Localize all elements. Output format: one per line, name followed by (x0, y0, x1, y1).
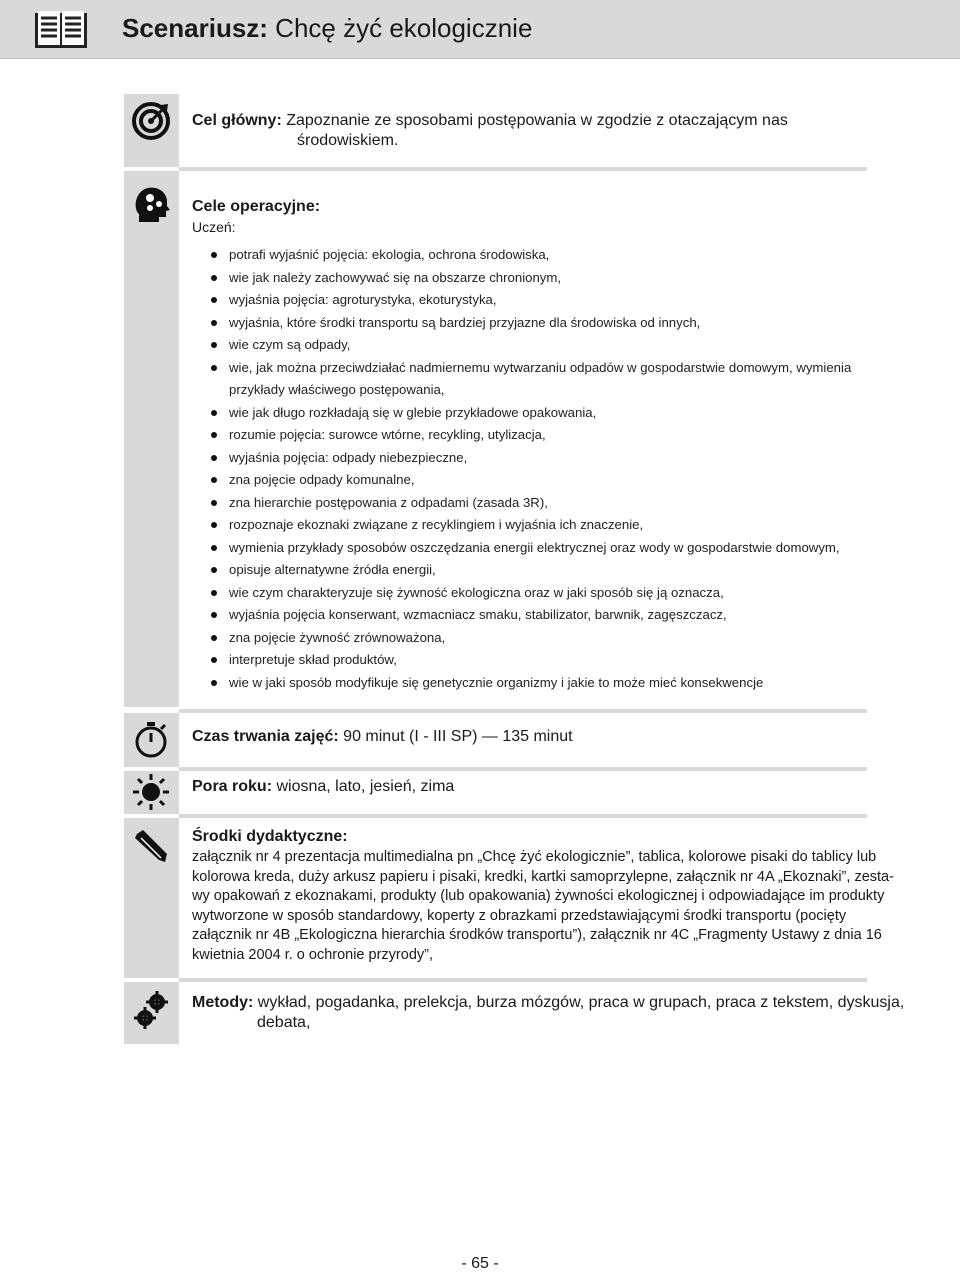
materials-text (192, 848, 894, 965)
list-item: opisuje alternatywne źródła energii, (192, 559, 851, 582)
materials-line: kwietnia 2004 r. o ochronie przyrody”, (192, 946, 433, 963)
list-item: rozpoznaje ekoznaki związane z recyklingiem i wyjaśnia ich znaczenie, (192, 514, 851, 537)
section-divider (179, 709, 867, 713)
operational-goals-list (192, 244, 851, 694)
section-divider (179, 814, 867, 818)
materials-line: załącznik nr 4B „Ekologiczna hierarchia środków transportu”), załącznik nr 4C „Fragmenty Ustawy z dnia 16 (192, 927, 882, 943)
page-title: Scenariusz: Chcę żyć ekologicznie (122, 13, 533, 43)
page-number: - 65 - (461, 1255, 499, 1272)
duration: Czas trwania zajęć: 90 minut (I - III SP) — 135 minut (192, 728, 573, 745)
methods-continuation: debata, (257, 1014, 311, 1031)
materials-line: wy opakowań z ekoznakami, produkty (lub opakowania) żywności ekologicznej i odpowiadające im produkty (192, 888, 885, 904)
list-item: wyjaśnia pojęcia: odpady niebezpieczne, (192, 447, 851, 470)
list-item: potrafi wyjaśnić pojęcia: ekologia, ochrona środowiska, (192, 244, 851, 267)
list-item: wie, jak można przeciwdziałać nadmiernemu wytwarzaniu odpadów w gospodarstwie domowym, wymienia (192, 357, 851, 380)
operational-goals-heading: Cele operacyjne: (192, 198, 321, 215)
sun-icon (131, 772, 171, 812)
list-item: wyjaśnia pojęcia konserwant, wzmacniacz smaku, stabilizator, barwnik, zagęszczacz, (192, 604, 851, 627)
operational-goals-subject: Uczeń: (192, 219, 236, 235)
materials-heading: Środki dydaktyczne: (192, 828, 348, 845)
head-gears-icon (131, 184, 171, 224)
page-header (0, 0, 960, 59)
list-item: wie jak długo rozkładają się w glebie przykładowe opakowania, (192, 402, 851, 425)
materials-line: załącznik nr 4 prezentacja multimedialna pn „Chcę żyć ekologicznie”, tablica, kolorowe pisaki do tablicy lub (192, 849, 877, 865)
list-item: zna pojęcie żywność zrównoważona, (192, 627, 851, 650)
list-item: wie jak należy zachowywać się na obszarze chronionym, (192, 267, 851, 290)
section-divider (179, 767, 867, 771)
methods: Metody: wykład, pogadanka, prelekcja, burza mózgów, praca w grupach, praca z tekstem, dyskusja, (192, 994, 905, 1011)
list-item: zna hierarchie postępowania z odpadami (zasada 3R), (192, 492, 851, 515)
book-icon (34, 10, 88, 50)
list-item: interpretuje skład produktów, (192, 649, 851, 672)
main-goal-continuation: środowiskiem. (297, 132, 399, 149)
target-icon (131, 101, 171, 141)
list-item: rozumie pojęcia: surowce wtórne, recykling, utylizacja, (192, 424, 851, 447)
gears-icon (131, 990, 171, 1030)
materials-line: wytworzone w sposób standardowy, koperty z obrazkami przedstawiającymi środki transportu (pocięty (192, 907, 847, 924)
list-item: wie czym są odpady, (192, 334, 851, 357)
list-item: wie czym charakteryzuje się żywność ekologiczna oraz w jaki sposób się ją oznacza, (192, 582, 851, 605)
section-divider (179, 978, 867, 982)
list-item: wie w jaki sposób modyfikuje się genetycznie organizmy i jakie to może mieć konsekwencje (192, 672, 851, 695)
list-item-continuation: przykłady właściwego postępowania, (229, 382, 445, 397)
list-item: wyjaśnia pojęcia: agroturystyka, ekoturystyka, (192, 289, 851, 312)
main-goal: Cel główny: Zapoznanie ze sposobami postępowania w zgodzie z otaczającym nas (192, 112, 788, 129)
section-divider (179, 167, 867, 171)
materials-line: kolorowa kreda, duży arkusz papieru i pisaki, kredki, kartki samoprzylepne, załącznik nr 4A „Ekoznaki”, zesta- (192, 868, 894, 885)
season: Pora roku: wiosna, lato, jesień, zima (192, 778, 455, 795)
stopwatch-icon (131, 719, 171, 759)
pencil-icon (131, 826, 171, 866)
list-item: wyjaśnia, które środki transportu są bardziej przyjazne dla środowiska od innych, (192, 312, 851, 335)
list-item: zna pojęcie odpady komunalne, (192, 469, 851, 492)
list-item: wymienia przykłady sposobów oszczędzania energii elektrycznej oraz wody w gospodarstwie domowym, (192, 537, 851, 560)
section-strip (124, 171, 179, 707)
